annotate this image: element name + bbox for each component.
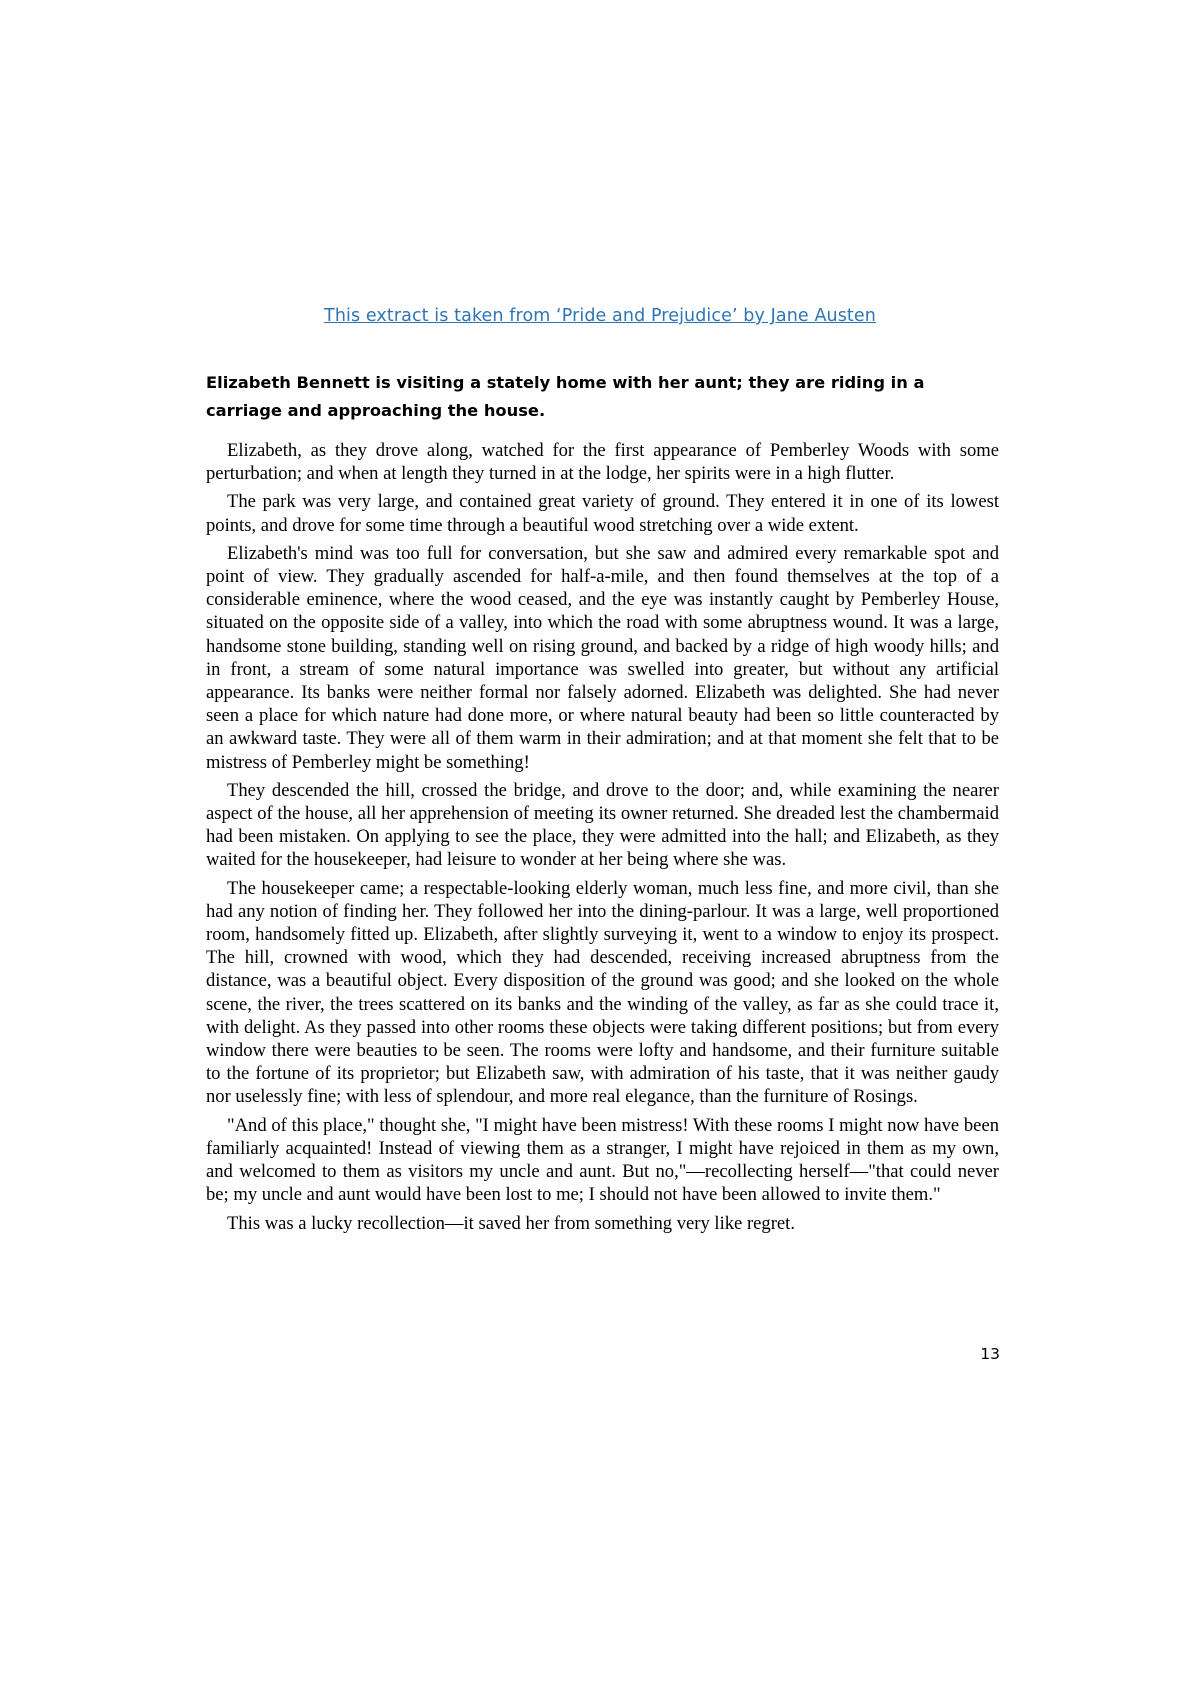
paragraph: Elizabeth, as they drove along, watched for the first appearance of Pemberley Woods with some perturbation; and when at length they turned in at the lodge, her spirits were in a high flutter.: [206, 440, 999, 485]
extract-body: [206, 439, 999, 1240]
page-number: 13: [980, 1345, 1000, 1363]
paragraph: They descended the hill, crossed the bridge, and drove to the door; and, while examining the nearer aspect of the house, all her apprehension of meeting its owner returned. She dreaded lest the chambermaid had been mistaken. On applying to see the place, they were admitted into the hall; and Elizabeth, as they waited for the housekeeper, had leisure to wonder at her being where she was.: [206, 779, 999, 871]
source-link[interactable]: This extract is taken from ‘Pride and Prejudice’ by Jane Austen: [324, 306, 876, 326]
paragraph: "And of this place," thought she, "I might have been mistress! With these rooms I might now have been familiarly acquainted! Instead of viewing them as a stranger, I might have rejoiced in them as my own, and welcomed to them as visitors my uncle and aunt. But no,"—recollecting herself—"that could never be; my uncle and aunt would have been lost to me; I should not have been allowed to invite them.": [206, 1114, 999, 1206]
intro-text: Elizabeth Bennett is visiting a stately home with her aunt; they are riding in a carriage and approaching the house.: [206, 373, 925, 420]
paragraph: The park was very large, and contained great variety of ground. They entered it in one of its lowest points, and drove for some time through a beautiful wood stretching over a wide extent.: [206, 491, 999, 536]
paragraph: Elizabeth's mind was too full for conversation, but she saw and admired every remarkable spot and point of view. They gradually ascended for half-a-mile, and then found themselves at the top of a considerable eminence, where the wood ceased, and the eye was instantly caught by Pemberley House, situated on the opposite side of a valley, into which the road with some abruptness wound. It was a large, handsome stone building, standing well on rising ground, and backed by a ridge of high woody hills; and in front, a stream of some natural importance was swelled into greater, but without any artificial appearance. Its banks were neither formal nor falsely adorned. Elizabeth was delighted. She had never seen a place for which nature had done more, or where natural beauty had been so little counteracted by an awkward taste. They were all of them warm in their admiration; and at that moment she felt that to be mistress of Pemberley might be something!: [206, 542, 999, 773]
paragraph: This was a lucky recollection—it saved her from something very like regret.: [227, 1212, 795, 1234]
paragraph: The housekeeper came; a respectable-looking elderly woman, much less fine, and more civil, than she had any notion of finding her. They followed her into the dining-parlour. It was a large, well proportioned room, handsomely fitted up. Elizabeth, after slightly surveying it, went to a window to enjoy its prospect. The hill, crowned with wood, which they had descended, receiving increased abruptness from the distance, was a beautiful object. Every disposition of the ground was good; and she looked on the whole scene, the river, the trees scattered on its banks and the winding of the valley, as far as she could trace it, with delight. As they passed into other rooms these objects were taking different positions; but from every window there were beauties to be seen. The rooms were lofty and handsome, and their furniture suitable to the fortune of its proprietor; but Elizabeth saw, with admiration of his taste, that it was neither gaudy nor uselessly fine; with less of splendour, and more real elegance, than the furniture of Rosings.: [206, 877, 999, 1108]
